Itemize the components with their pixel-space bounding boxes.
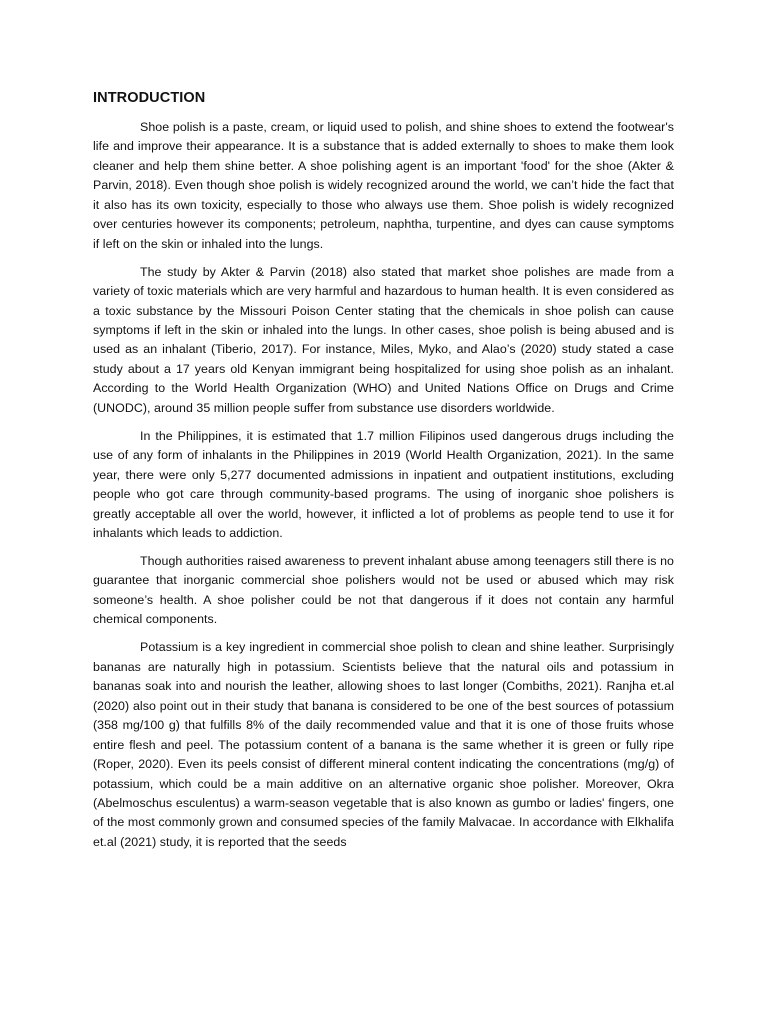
document-page [93, 88, 674, 861]
paragraph-potassium-banana-okra: Potassium is a key ingredient in commercial shoe polish to clean and shine leather. Surprisingly bananas are naturally high in potassium. Scientists believe that the natural oils and potassium in bananas soak into and nourish the leather, allowing shoes to last longer (Combiths, 2021). Ranjha et.al (2020) also point out in their study that banana is considered to be one of the best sources of potassium (358 mg/100 g) that fulfills 8% of the daily recommended value and that it is one of those fruits whose entire flesh and peel. The potassium content of a banana is the same whether it is green or fully ripe (Roper, 2020). Even its peels consist of different mineral content indicating the concentrations (mg/g) of potassium, which could be a main additive on an alternative organic shoe polisher. Moreover, Okra (Abelmoschus esculentus) a warm-season vegetable that is also known as gumbo or ladies' fingers, one of the most commonly grown and consumed species of the family Malvacae. In accordance with Elkhalifa et.al (2021) study, it is reported that the seeds [93, 640, 674, 849]
paragraph-shoe-polish-overview: Shoe polish is a paste, cream, or liquid used to polish, and shine shoes to extend the footwear's life and improve their appearance. It is a substance that is added externally to shoes to make them look cleaner and help them shine better. A shoe polishing agent is an important 'food' for the shoe (Akter & Parvin, 2018). Even though shoe polish is widely recognized around the world, we can’t hide the fact that it also has its own toxicity, especially to those who always use them. Shoe polish is widely recognized over centuries however its components; petroleum, naphtha, turpentine, and dyes can cause symptoms if left on the skin or inhaled into the lungs. [93, 120, 674, 251]
section-heading: INTRODUCTION [93, 90, 206, 106]
paragraph-philippines-statistics: In the Philippines, it is estimated that 1.7 million Filipinos used dangerous drugs including the use of any form of inhalants in the Philippines in 2019 (World Health Organization, 2021). In the same year, there were only 5,277 documented admissions in inpatient and outpatient institutions, excluding people who got care through community-based programs. The using of inorganic shoe polishers is greatly acceptable all over the world, however, it inflicted a lot of problems as people tend to use it for inhalants which leads to addiction. [93, 428, 674, 541]
paragraph-awareness: Though authorities raised awareness to prevent inhalant abuse among teenagers still there is no guarantee that inorganic commercial shoe polishers would not be used or abused which may risk someone’s health. A shoe polisher could be not that dangerous if it does not contain any harmful chemical components. [93, 554, 674, 627]
paragraph-toxicity-study: The study by Akter & Parvin (2018) also stated that market shoe polishes are made from a variety of toxic materials which are very harmful and hazardous to human health. It is even considered as a toxic substance by the Missouri Poison Center stating that the chemicals in shoe polish can cause symptoms if left in the skin or inhaled into the lungs. In other cases, shoe polish is being abused and is used as an inhalant (Tiberio, 2017). For instance, Miles, Myko, and Alao’s (2020) study stated a case study about a 17 years old Kenyan immigrant being hospitalized for using shoe polish as an inhalant. According to the World Health Organization (WHO) and United Nations Office on Drugs and Crime (UNODC), around 35 million people suffer from substance use disorders worldwide. [93, 264, 675, 415]
